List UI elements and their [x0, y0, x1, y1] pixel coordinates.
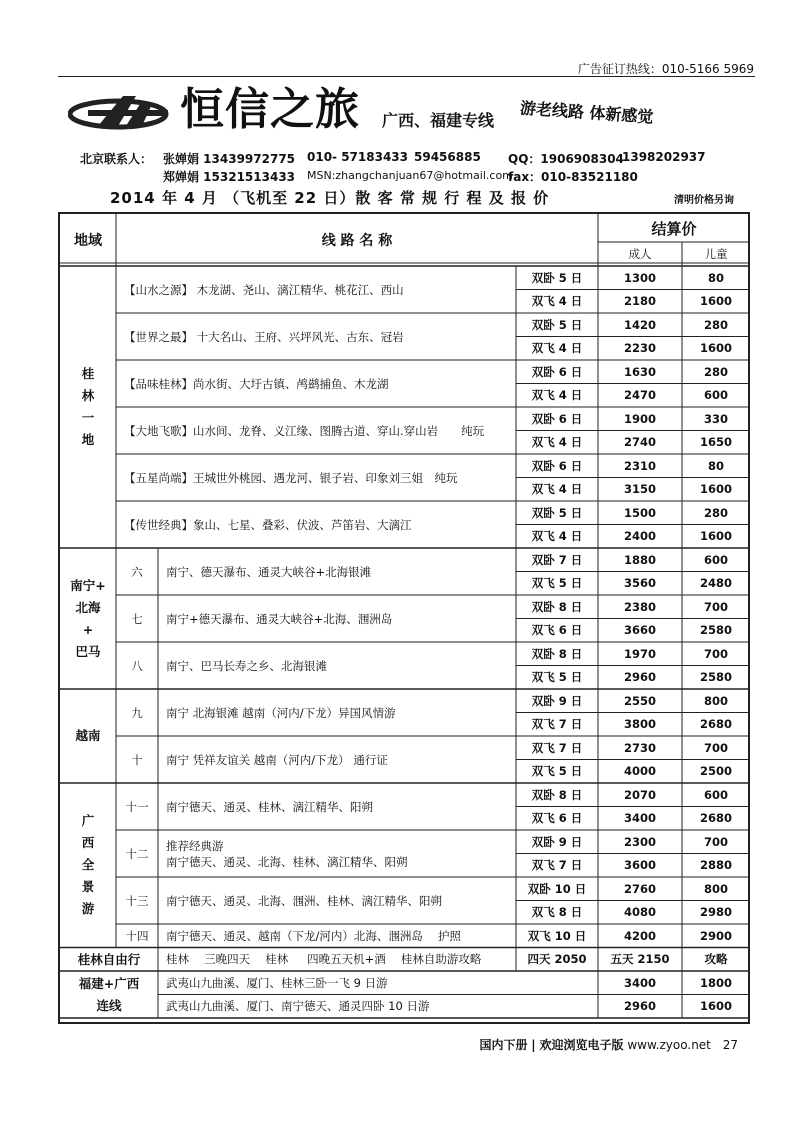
fujian-child-price: 1800: [699, 975, 732, 990]
route-child-price: 700: [703, 599, 728, 614]
route-name: 【品味桂林】尚水街、大圩古镇、鸬鹚捕鱼、木龙湖: [124, 376, 389, 391]
region-label: 南宁+ 北海 + 巴马: [70, 577, 106, 659]
route-child-price: 80: [707, 458, 724, 473]
route-name: 【五星尚端】王城世外桃园、遇龙河、银子岩、印象刘三姐 纯玩: [124, 470, 458, 485]
route-adult-price: 1300: [623, 270, 656, 285]
region-label: 广 西 全 景 游: [81, 813, 95, 917]
route-adult-price: 2730: [623, 740, 656, 755]
route-number: 九: [131, 705, 143, 720]
route-adult-price: 3150: [623, 482, 656, 497]
price-table: [58, 212, 750, 1024]
header-child: 儿童: [704, 247, 728, 261]
route-adult-price: 2550: [623, 693, 656, 708]
route-child-price: 1600: [699, 294, 732, 309]
route-option: 双卧 5 日: [531, 505, 583, 520]
route-child-price: 2980: [699, 905, 732, 920]
contact-person-2: 郑婵娟 15321513433: [163, 170, 296, 184]
route-child-price: 2680: [699, 717, 732, 732]
route-option: 双飞 7 日: [531, 717, 583, 732]
route-child-price: 1600: [699, 482, 732, 497]
header-region: 地域: [74, 233, 102, 249]
route-name: 南宁 北海银滩 越南（河内/下龙）异国风情游: [166, 705, 396, 720]
route-adult-price: 2310: [623, 458, 656, 473]
footer-section: 国内下册: [479, 1038, 528, 1052]
brand-name: 恒信之旅: [180, 84, 360, 135]
route-child-price: 2480: [699, 576, 732, 591]
route-option: 双飞 10 日: [527, 928, 587, 943]
contact-label: 北京联系人：: [80, 152, 153, 166]
route-adult-price: 4000: [623, 764, 656, 779]
route-option: 双卧 6 日: [531, 411, 583, 426]
route-number: 十: [131, 752, 143, 767]
route-adult-price: 2960: [623, 670, 656, 685]
route-option: 双飞 4 日: [531, 482, 583, 497]
contact-tel-2: 59456885: [414, 150, 481, 164]
route-name: 推荐经典游 南宁德天、通灵、北海、桂林、漓江精华、阳朔: [166, 838, 408, 869]
route-child-price: 280: [703, 364, 728, 379]
route-number: 八: [131, 658, 143, 673]
route-adult-price: 2300: [623, 834, 656, 849]
free-travel-label: 桂林自由行: [77, 952, 141, 968]
route-child-price: 2580: [699, 670, 732, 685]
route-adult-price: 3600: [623, 858, 656, 873]
fujian-child-price: 1600: [699, 999, 732, 1014]
footer-welcome: 欢迎浏览电子版: [539, 1038, 624, 1052]
route-option: 双飞 4 日: [531, 294, 583, 309]
route-option: 双卧 9 日: [531, 693, 583, 708]
route-adult-price: 4080: [623, 905, 656, 920]
header-adult: 成人: [628, 247, 652, 261]
header-price: 结算价: [651, 219, 697, 238]
page-footer: 国内下册 | 欢迎浏览电子版 www.zyoo.net 27: [479, 1038, 738, 1052]
free-travel-5day: 五天 2150: [610, 952, 670, 967]
route-child-price: 600: [703, 787, 728, 802]
schedule-title: 2014 年 4 月 （飞机至 22 日）散 客 常 规 行 程 及 报 价: [110, 189, 550, 207]
route-adult-price: 3560: [623, 576, 656, 591]
route-child-price: 1600: [699, 529, 732, 544]
route-child-price: 2680: [699, 811, 732, 826]
brand-logo-icon: [68, 92, 178, 132]
region-label: 桂 林 一 地: [81, 366, 95, 447]
route-option: 双卧 8 日: [531, 646, 583, 661]
route-option: 双飞 7 日: [531, 858, 583, 873]
route-adult-price: 4200: [623, 928, 656, 943]
route-option: 双卧 6 日: [531, 364, 583, 379]
route-adult-price: 1900: [623, 411, 656, 426]
route-name: 【山水之源】 木龙湖、尧山、漓江精华、桃花江、西山: [124, 282, 404, 297]
free-travel-route: 桂林 三晚四天 桂林 四晚五天机+酒 桂林自助游攻略: [166, 952, 482, 967]
route-option: 双卧 5 日: [531, 317, 583, 332]
route-number: 十四: [125, 928, 149, 943]
route-child-price: 80: [707, 270, 724, 285]
region-label: 越南: [75, 728, 101, 743]
free-travel-4day: 四天 2050: [527, 952, 587, 967]
route-child-price: 700: [703, 740, 728, 755]
ad-hotline: 广告征订热线：010-5166 5969: [577, 62, 754, 76]
route-adult-price: 2760: [623, 881, 656, 896]
route-child-price: 1650: [699, 435, 732, 450]
route-option: 双卧 8 日: [531, 599, 583, 614]
route-option: 双飞 4 日: [531, 435, 583, 450]
route-adult-price: 1630: [623, 364, 656, 379]
route-option: 双飞 4 日: [531, 341, 583, 356]
route-option: 双飞 5 日: [531, 670, 583, 685]
route-adult-price: 1970: [623, 646, 656, 661]
route-adult-price: 1880: [623, 552, 656, 567]
contact-fax: fax：010-83521180: [508, 170, 638, 184]
route-option: 双飞 7 日: [531, 740, 583, 755]
fujian-route: 武夷山九曲溪、厦门、桂林三卧一飞 9 日游: [166, 975, 388, 990]
route-adult-price: 1500: [623, 505, 656, 520]
contact-tel-1: 010- 57183433: [307, 150, 409, 164]
contact-qq-2: 1398202937: [622, 150, 706, 164]
route-adult-price: 2070: [623, 787, 656, 802]
fujian-label: 福建+广西 连线: [78, 975, 140, 1013]
route-option: 双卧 5 日: [531, 270, 583, 285]
route-adult-price: 2740: [623, 435, 656, 450]
route-adult-price: 3400: [623, 811, 656, 826]
route-adult-price: 2180: [623, 294, 656, 309]
fujian-adult-price: 3400: [623, 975, 656, 990]
route-child-price: 1600: [699, 341, 732, 356]
route-name: 南宁、德天瀑布、通灵大峡谷+北海银滩: [166, 564, 372, 579]
fujian-route: 武夷山九曲溪、厦门、南宁德天、通灵四卧 10 日游: [166, 999, 430, 1014]
contact-qq: QQ：1906908304: [508, 152, 624, 166]
brand-slogan: 游老线路 体新感觉: [519, 98, 655, 127]
route-adult-price: 3800: [623, 717, 656, 732]
route-child-price: 280: [703, 505, 728, 520]
route-option: 双卧 10 日: [527, 881, 587, 896]
route-adult-price: 2380: [623, 599, 656, 614]
route-number: 十二: [125, 846, 149, 861]
route-child-price: 800: [703, 881, 728, 896]
route-option: 双飞 4 日: [531, 388, 583, 403]
route-option: 双卧 9 日: [531, 834, 583, 849]
route-name: 【传世经典】象山、七星、叠彩、伏波、芦笛岩、大漓江: [124, 517, 412, 532]
route-name: 南宁德天、通灵、桂林、漓江精华、阳朔: [166, 799, 373, 814]
route-option: 双飞 8 日: [531, 905, 583, 920]
route-option: 双飞 4 日: [531, 529, 583, 544]
route-name: 南宁、巴马长寿之乡、北海银滩: [166, 658, 327, 673]
route-child-price: 2500: [699, 764, 732, 779]
schedule-header: [58, 185, 755, 207]
schedule-note: 清明价格另询: [674, 195, 734, 206]
route-child-price: 2900: [699, 928, 732, 943]
route-option: 双卧 7 日: [531, 552, 583, 567]
route-option: 双飞 5 日: [531, 576, 583, 591]
route-number: 十一: [125, 799, 149, 814]
route-child-price: 2580: [699, 623, 732, 638]
route-name: 南宁 凭祥友谊关 越南（河内/下龙） 通行证: [166, 752, 388, 767]
page-number: 27: [722, 1038, 738, 1052]
route-child-price: 600: [703, 388, 728, 403]
top-rule: [58, 76, 755, 77]
contact-person-1: 张婵娟 13439972775: [163, 152, 296, 166]
route-child-price: 800: [703, 693, 728, 708]
route-adult-price: 2400: [623, 529, 656, 544]
route-option: 双卧 8 日: [531, 787, 583, 802]
route-number: 十三: [125, 893, 149, 908]
free-travel-guide: 攻略: [704, 952, 728, 967]
route-child-price: 600: [703, 552, 728, 567]
route-child-price: 700: [703, 646, 728, 661]
route-name: 南宁德天、通灵、越南（下龙/河内）北海、涠洲岛 护照: [166, 928, 462, 943]
route-child-price: 700: [703, 834, 728, 849]
route-child-price: 280: [703, 317, 728, 332]
footer-site: www.zyoo.net: [627, 1038, 711, 1052]
route-name: 南宁+德天瀑布、通灵大峡谷+北海、涠洲岛: [166, 611, 393, 626]
route-option: 双飞 6 日: [531, 811, 583, 826]
brand-subtitle: 广西、福建专线: [382, 111, 495, 130]
route-adult-price: 3660: [623, 623, 656, 638]
route-option: 双飞 5 日: [531, 764, 583, 779]
route-adult-price: 1420: [623, 317, 656, 332]
header-route: 线 路 名 称: [321, 233, 393, 249]
route-child-price: 330: [703, 411, 728, 426]
route-number: 六: [131, 564, 143, 579]
fujian-adult-price: 2960: [623, 999, 656, 1014]
route-name: 【世界之最】 十大名山、王府、兴坪风光、古东、冠岩: [124, 329, 404, 344]
route-number: 七: [131, 611, 143, 626]
route-child-price: 2880: [699, 858, 732, 873]
route-option: 双飞 6 日: [531, 623, 583, 638]
contact-msn: MSN:zhangchanjuan67@hotmail.com: [307, 169, 513, 182]
route-name: 南宁德天、通灵、北海、涠洲、桂林、漓江精华、阳朔: [166, 893, 442, 908]
route-adult-price: 2470: [623, 388, 656, 403]
route-name: 【大地飞歌】山水间、龙脊、义江缘、图腾古道、穿山.穿山岩 纯玩: [124, 423, 485, 438]
route-option: 双卧 6 日: [531, 458, 583, 473]
route-adult-price: 2230: [623, 341, 656, 356]
